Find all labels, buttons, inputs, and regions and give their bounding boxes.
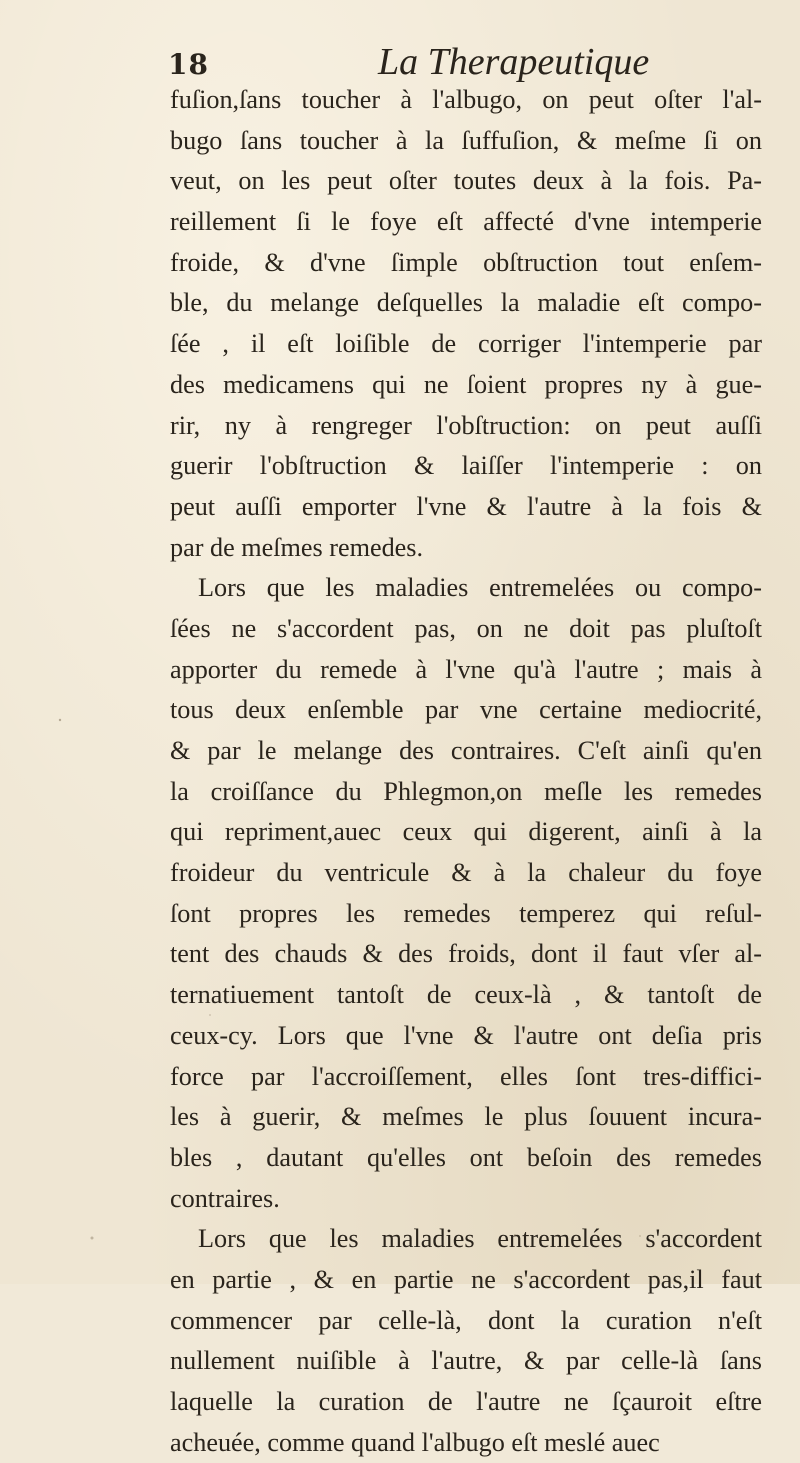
text-line: nullement nuiſible à l'autre, & par celle-là ſans [170, 1346, 762, 1376]
text-line: les à guerir, & meſmes le plus ſouuent incura- [170, 1102, 762, 1132]
text-line: apporter du remede à l'vne qu'à l'autre ; mais à [170, 654, 762, 684]
text-line: ble, du melange deſquelles la maladie eſt compo- [170, 288, 762, 318]
text-line: force par l'accroiſſement, elles ſont tres-diffici- [170, 1061, 762, 1091]
text-line: rir, ny à rengreger l'obſtruction: on peut auſſi [170, 410, 762, 440]
running-title: La Therapeutique [378, 41, 650, 83]
text-line: par de meſmes remedes. [170, 532, 424, 562]
text-line: reillement ſi le foye eſt affecté d'vne intemperie [170, 207, 762, 237]
text-line: commencer par celle-là, dont la curation n'eſt [170, 1305, 762, 1335]
text-line: ternatiuement tantoſt de ceux-là , & tantoſt de [170, 980, 762, 1010]
text-line: des medicamens qui ne ſoient propres ny à gue- [170, 369, 762, 399]
text-line: tent des chauds & des froids, dont il faut vſer al- [170, 939, 762, 969]
page-number: 18 [168, 48, 209, 81]
text-line: la croiſſance du Phlegmon,on meſle les remedes [170, 776, 762, 806]
text-line: laquelle la curation de l'autre ne ſçauroit eſtre [170, 1387, 762, 1416]
text-line: ſée , il eſt loiſible de corriger l'intemperie par [170, 329, 762, 359]
text-line: Lors que les maladies entremelées ou compo- [198, 573, 762, 603]
text-line: veut, on les peut oſter toutes deux à la fois. Pa- [170, 166, 762, 196]
text-line: bles , dautant qu'elles ont beſoin des remedes [170, 1142, 762, 1172]
body-text [170, 80, 762, 1463]
text-line: ſont propres les remedes temperez qui reſul- [170, 898, 762, 928]
text-line: en partie , & en partie ne s'accordent pas,il faut [170, 1264, 762, 1294]
text-line: contraires. [170, 1183, 280, 1213]
text-line: Lors que les maladies entremelées s'accordent [198, 1224, 762, 1254]
text-line: & par le melange des contraires. C'eſt ainſi qu'en [170, 736, 762, 765]
text-line: acheuée, comme quand l'albugo eſt meslé auec [170, 1427, 660, 1457]
text-line: froide, & d'vne ſimple obſtruction tout enſem- [170, 247, 762, 277]
text-line: bugo ſans toucher à la ſuffuſion, & meſme ſi on [170, 125, 762, 155]
text-line: tous deux enſemble par vne certaine mediocrité, [170, 695, 762, 725]
text-line: ſées ne s'accordent pas, on ne doit pas pluſtoſt [170, 613, 762, 643]
text-line: peut auſſi emporter l'vne & l'autre à la fois & [170, 491, 762, 521]
text-line: froideur du ventricule & à la chaleur du foye [170, 858, 762, 888]
text-line: fuſion,ſans toucher à l'albugo, on peut oſter l'al- [170, 85, 762, 114]
text-line: guerir l'obſtruction & laiſſer l'intemperie : on [170, 451, 762, 481]
text-line: qui repriment,auec ceux qui digerent, ainſi à la [170, 817, 762, 847]
text-line: ceux-cy. Lors que l'vne & l'autre ont deſia pris [170, 1020, 762, 1050]
